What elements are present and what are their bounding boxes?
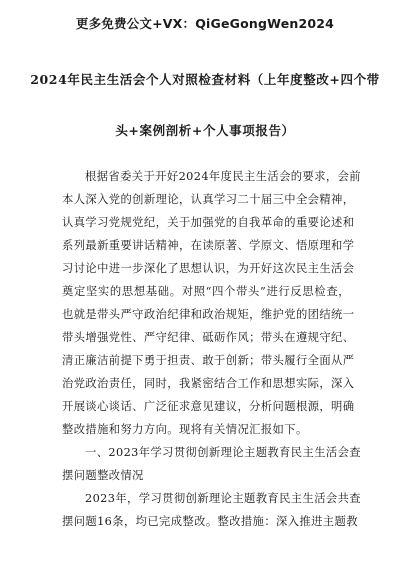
body-line: 摆问题16条，均已完成整改。整改措施：深入推进主题教 <box>62 515 358 528</box>
promo-header: 更多免费公文+VX：QiGeGongWen2024 <box>75 16 335 31</box>
body-line: 系列最新重要讲话精神，在读原著、学原文、悟原理和学 <box>62 239 355 252</box>
body-line: 本人深入党的创新理论，认真学习二十届三中全会精神， <box>62 193 355 206</box>
body-line: 根据省委关于开好2024年度民主生活会的要求，会前 <box>85 170 361 183</box>
body-line: 清正廉洁前提下勇于担责、敢于创新；带头履行全面从严 <box>62 354 355 367</box>
section-heading-line: 一、2023年学习贯彻创新理论主题教育民主生活会查 <box>85 446 361 459</box>
body-line: 奠定坚实的思想基础。对照“四个带头”进行反思检查， <box>62 285 350 298</box>
body-line: 习讨论中进一步深化了思想认识，为开好这次民主生活会 <box>62 262 355 275</box>
document-title-line-2: 头+案例剖析+个人事项报告） <box>115 123 295 138</box>
document-body <box>62 165 361 533</box>
document-title-line-1: 2024年民主生活会个人对照检查材料（上年度整改+四个带 <box>30 72 380 87</box>
body-line: 也就是带头严守政治纪律和政治规矩，维护党的团结统一 <box>62 308 355 321</box>
body-line: 整改措施和努力方向。现将有关情况汇报如下。 <box>62 423 308 436</box>
body-line: 2023年，学习贯彻创新理论主题教育民主生活会共查 <box>85 492 361 505</box>
section-heading-line: 摆问题整改情况 <box>62 469 144 482</box>
body-line: 治党政治责任，同时，我紧密结合工作和思想实际，深入 <box>62 377 355 390</box>
body-line: 带头增强党性、严守纪律、砥砺作风；带头在遵规守纪、 <box>62 331 355 344</box>
body-line: 认真学习党规党纪，关于加强党的自我革命的重要论述和 <box>62 216 355 229</box>
body-line: 开展谈心谈话、广泛征求意见建议，分析问题根源，明确 <box>62 400 355 413</box>
